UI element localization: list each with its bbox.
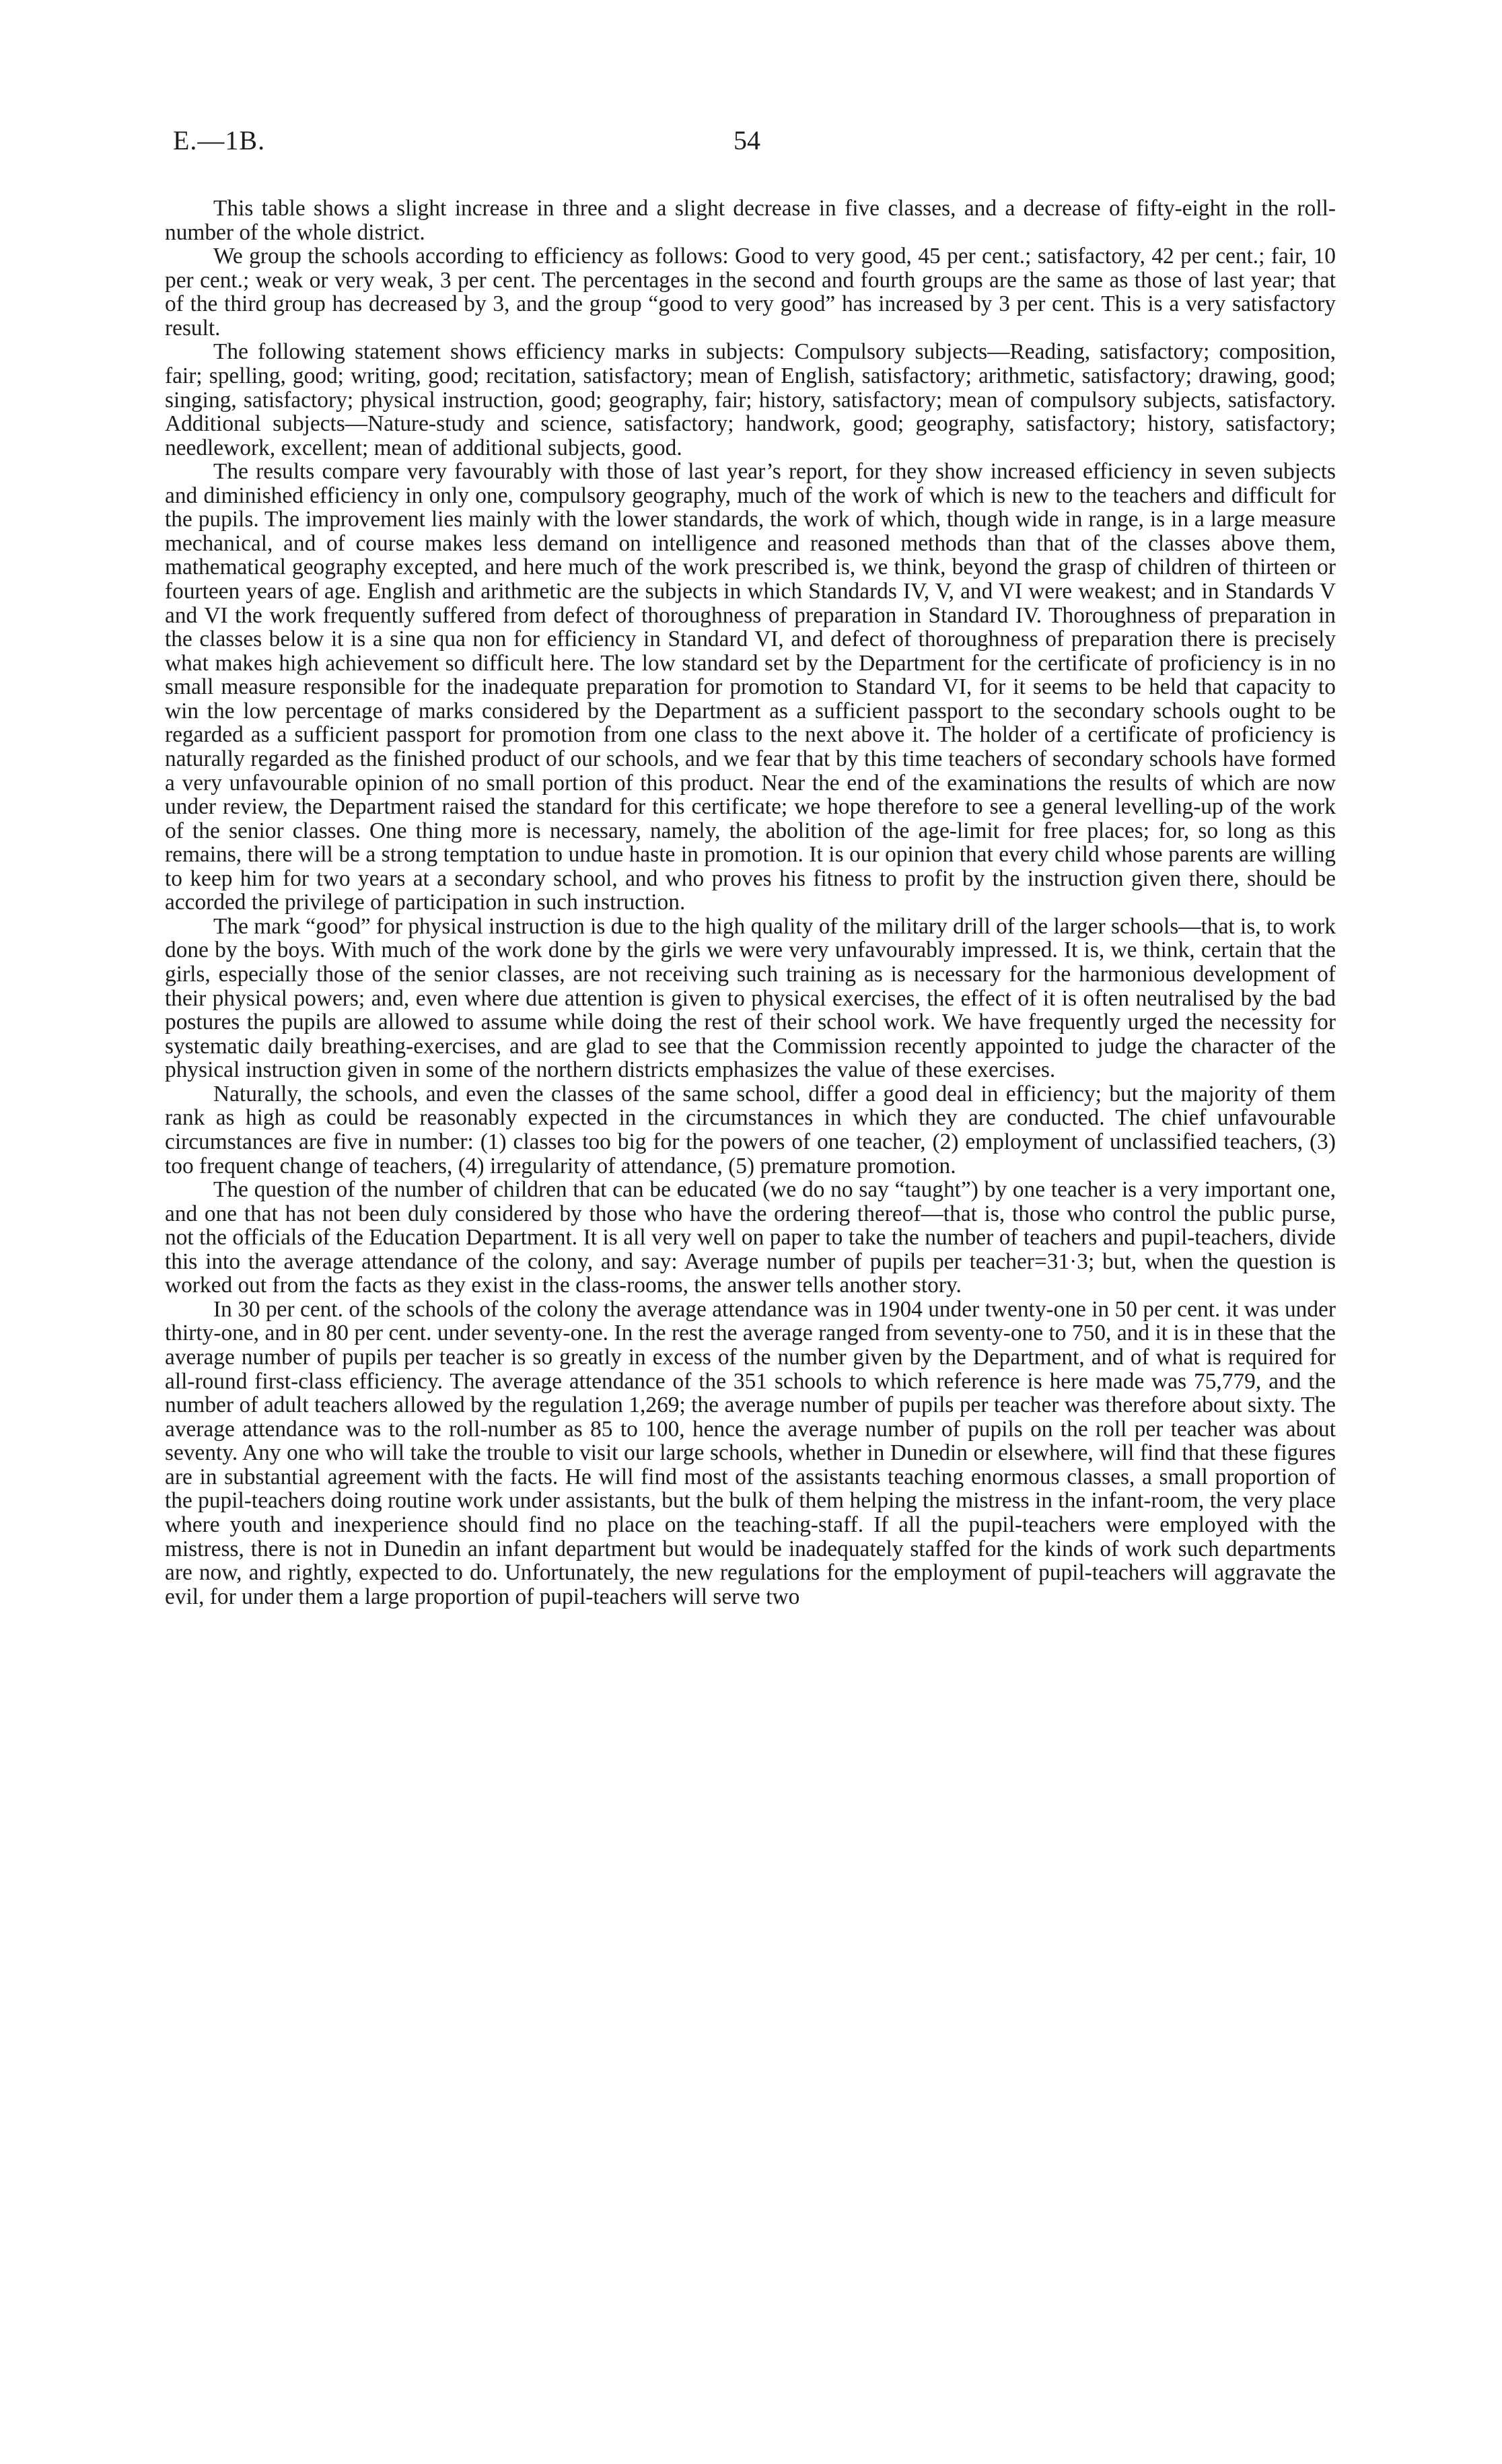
body-text [165, 197, 1336, 1609]
paragraph: The following statement shows efficiency marks in subjects: Compulsory subjects—Reading, satisfactory; composition, fair; spelling, good; writing, good; recitation, satisfactory; mean of English, satisfactory; arithmetic, satisfactory; drawing, good; singing, satisfactory; physical instruction, good; geography, fair; history, satisfactory; mean of compulsory subjects, satisfactory. Additional subjects—Nature-study and science, satisfactory; handwork, good; geography, satisfactory; history, satisfactory; needlework, excellent; mean of additional subjects, good. [165, 339, 1336, 460]
paragraph: The results compare very favourably with those of last year’s report, for they show increased efficiency in seven subjects and diminished efficiency in only one, compulsory geography, much of the work of which is new to the teachers and difficult for the pupils. The improvement lies mainly with the lower standards, the work of which, though wide in range, is in a large measure mechanical, and of course makes less demand on intelligence and reasoned methods than that of the classes above them, mathematical geography excepted, and here much of the work prescribed is, we think, beyond the grasp of children of thirteen or fourteen years of age. English and arithmetic are the subjects in which Standards IV, V, and VI were weakest; and in Standards V and VI the work frequently suffered from defect of thoroughness of preparation in Standard IV. Thoroughness of preparation in the classes below it is a sine qua non for efficiency in Standard VI, and defect of thoroughness of preparation there is precisely what makes high achievement so difficult here. The low standard set by the Department for the certificate of proficiency is in no small measure responsible for the inadequate preparation for promotion to Standard VI, for it seems to be held that capacity to win the low percentage of marks considered by the Department as a sufficient passport to the secondary schools ought to be regarded as a sufficient passport for promotion from one class to the next above it. The holder of a certificate of proficiency is naturally regarded as the finished product of our schools, and we fear that by this time teachers of secondary schools have formed a very unfavourable opinion of no small portion of this product. Near the end of the examinations the results of which are now under review, the Department raised the standard for this certificate; we hope therefore to see a general levelling-up of the work of the senior classes. One thing more is necessary, namely, the abolition of the age-limit for free places; for, so long as this remains, there will be a strong temptation to undue haste in promotion. It is our opinion that every child whose parents are willing to keep him for two years at a secondary school, and who proves his fitness to profit by the instruction given there, should be accorded the privilege of participation in such instruction. [165, 459, 1336, 915]
paragraph: In 30 per cent. of the schools of the colony the average attendance was in 1904 under twenty-one in 50 per cent. it was under thirty-one, and in 80 per cent. under seventy-one. In the rest the average ranged from seventy-one to 750, and it is in these that the average number of pupils per teacher is so greatly in excess of the number given by the Department, and of what is required for all-round first-class efficiency. The average attendance of the 351 schools to which reference is here made was 75,779, and the number of adult teachers allowed by the regulation 1,269; the average number of pupils per teacher was therefore about sixty. The average attendance was to the roll-number as 85 to 100, hence the average number of pupils on the roll per teacher was about seventy. Any one who will take the trouble to visit our large schools, whether in Dunedin or elsewhere, will find that these figures are in substantial agreement with the facts. He will find most of the assistants teaching enormous classes, a small proportion of the pupil-teachers doing routine work under assistants, but the bulk of them helping the mistress in the infant-room, the very place where youth and inexperience should find no place on the teaching-staff. If all the pupil-teachers were employed with the mistress, there is not in Dunedin an infant department but would be inadequately staffed for the kinds of work such departments are now, and rightly, expected to do. Unfortunately, the new regulations for the employment of pupil-teachers will aggravate the evil, for under them a large proportion of pupil-teachers will serve two [165, 1296, 1336, 1609]
page-header [165, 125, 1349, 165]
page-number: 54 [734, 125, 760, 155]
paragraph: This table shows a slight increase in three and a slight decrease in five classes, and a decrease of fifty-eight in the roll-number of the whole district. [165, 196, 1336, 245]
paragraph: Naturally, the schools, and even the classes of the same school, differ a good deal in efficiency; but the majority of them rank as high as could be reasonably expected in the circumstances in which they are conducted. The chief unfavourable circumstances are five in number: (1) classes too big for the powers of one teacher, (2) employment of unclassified teachers, (3) too frequent change of teachers, (4) irregularity of attendance, (5) premature promotion. [165, 1081, 1336, 1178]
paragraph: The mark “good” for physical instruction is due to the high quality of the military drill of the larger schools—that is, to work done by the boys. With much of the work done by the girls we were very unfavourably impressed. It is, we think, certain that the girls, especially those of the senior classes, are not receiving such training as is necessary for the harmonious development of their physical powers; and, even where due attention is given to physical exercises, the effect of it is often neutralised by the bad postures the pupils are allowed to assume while doing the rest of their school work. We have frequently urged the necessity for systematic daily breathing-exercises, and are glad to see that the Commission recently appointed to judge the character of the physical instruction given in some of the northern districts emphasizes the value of these exercises. [165, 913, 1336, 1083]
document-reference: E.—1B. [173, 125, 266, 155]
paragraph: We group the schools according to efficiency as follows: Good to very good, 45 per cent.; satisfactory, 42 per cent.; fair, 10 per cent.; weak or very weak, 3 per cent. The percentages in the second and fourth groups are the same as those of last year; that of the third group has decreased by 3, and the group “good to very good” has increased by 3 per cent. This is a very satisfactory result. [165, 244, 1336, 341]
paragraph: The question of the number of children that can be educated (we do no say “taught”) by one teacher is a very important one, and one that has not been duly considered by those who have the ordering thereof—that is, those who control the public purse, not the officials of the Education Department. It is all very well on paper to take the number of teachers and pupil-teachers, divide this into the average attendance of the colony, and say: Average number of pupils per teacher=31·3; but, when the question is worked out from the facts as they exist in the class-rooms, the answer tells another story. [165, 1177, 1336, 1298]
